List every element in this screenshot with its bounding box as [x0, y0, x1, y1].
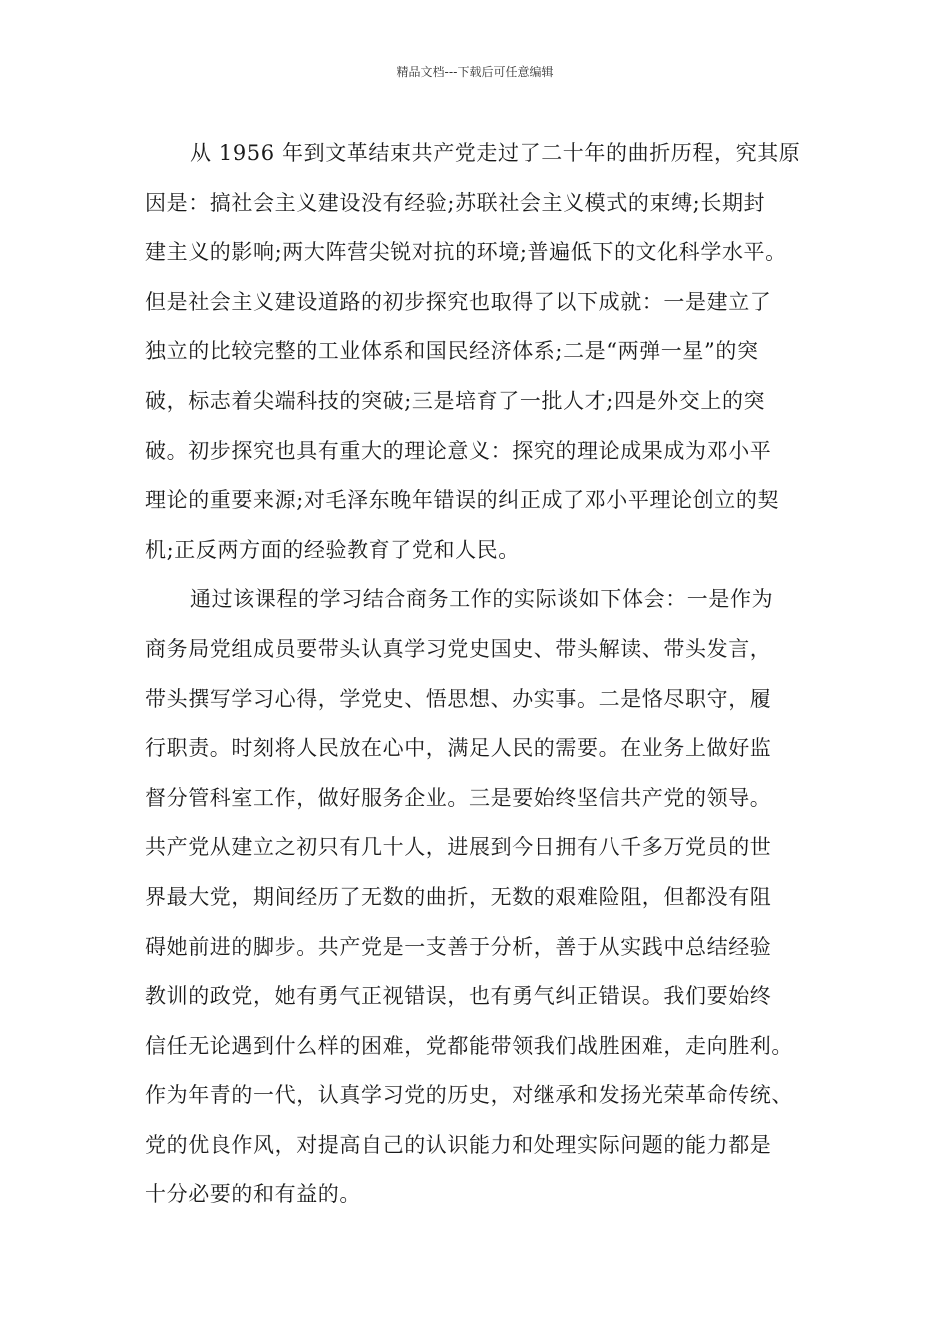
paragraph-2-line-10: 信任无论遇到什么样的困难，党都能带领我们战胜困难，走向胜利。: [145, 1033, 793, 1058]
paragraph-1-line-3: 建主义的影响;两大阵营尖锐对抗的环境;普遍低下的文化科学水平。: [145, 240, 787, 265]
paragraph-1-line-8: 理论的重要来源;对毛泽东晚年错误的纠正成了邓小平理论创立的契: [145, 488, 780, 513]
paragraph-2-line-2: 商务局党组成员要带头认真学习党史国史、带头解读、带头发言，: [145, 636, 772, 661]
document-body: [145, 129, 825, 1220]
paragraph-2-line-9: 教训的政党，她有勇气正视错误，也有勇气纠正错误。我们要始终: [145, 984, 772, 1009]
paragraph-1-line-1: 从 1956 年到文革结束共产党走过了二十年的曲折历程，究其原: [190, 141, 801, 165]
paragraph-2-line-1: 通过该课程的学习结合商务工作的实际谈如下体会：一是作为: [190, 587, 774, 612]
paragraph-1-line-4: 但是社会主义建设道路的初步探究也取得了以下成就：一是建立了: [145, 289, 772, 314]
paragraph-2-line-4: 行职责。时刻将人民放在心中，满足人民的需要。在业务上做好监: [145, 736, 772, 761]
paragraph-1-line-9: 机;正反两方面的经验教育了党和人民。: [145, 537, 520, 562]
page-header: 精品文档---下载后可任意编辑: [396, 65, 554, 79]
paragraph-2-line-7: 界最大党，期间经历了无数的曲折，无数的艰难险阻，但都没有阻: [145, 884, 772, 909]
paragraph-1-line-7: 破。初步探究也具有重大的理论意义：探究的理论成果成为邓小平: [145, 438, 772, 463]
paragraph-2-line-12: 党的优良作风，对提高自己的认识能力和处理实际问题的能力都是: [145, 1132, 772, 1157]
paragraph-1-line-6: 破，标志着尖端科技的突破;三是培育了一批人才;四是外交上的突: [145, 388, 766, 413]
paragraph-2-line-3: 带头撰写学习心得，学党史、悟思想、办实事。二是恪尽职守，履: [145, 686, 772, 711]
paragraph-1-line-2: 因是：搞社会主义建设没有经验;苏联社会主义模式的束缚;长期封: [145, 190, 766, 215]
paragraph-2-line-6: 共产党从建立之初只有几十人，进展到今日拥有八千多万党员的世: [145, 835, 772, 860]
paragraph-1-line-5: 独立的比较完整的工业体系和国民经济体系;二是“两弹一星”的突: [145, 339, 759, 364]
paragraph-2-line-8: 碍她前进的脚步。共产党是一支善于分析，善于从实践中总结经验: [145, 934, 772, 959]
paragraph-2-line-13: 十分必要的和有益的。: [145, 1182, 361, 1207]
paragraph-2-line-5: 督分管科室工作，做好服务企业。三是要始终坚信共产党的领导。: [145, 785, 772, 810]
paragraph-2-line-11: 作为年青的一代，认真学习党的历史，对继承和发扬光荣革命传统、: [145, 1083, 793, 1108]
